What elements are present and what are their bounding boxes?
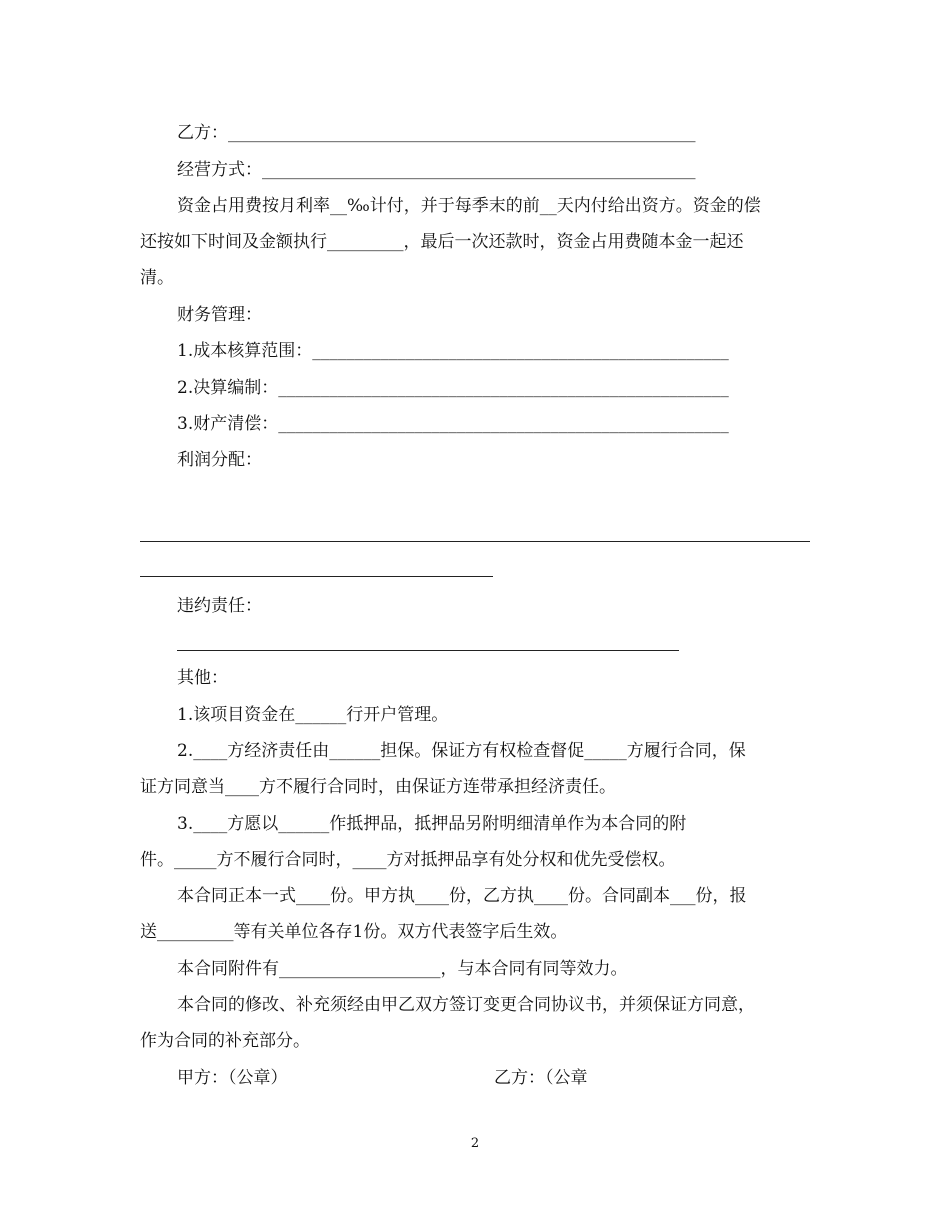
other-item-3-line-1: 3.____方愿以______作抵押品，抵押品另附明细清单作为本合同的附 [177, 814, 687, 834]
amendment-paragraph-line-1: 本合同的修改、补充须经由甲乙双方签订变更合同协议书，并须保证方同意， [177, 995, 755, 1015]
amendment-paragraph-line-2: 作为合同的补充部分。 [140, 1031, 310, 1051]
party-b-signature: 乙方：（公章 [494, 1068, 588, 1088]
copies-paragraph-line-2: 送_________等有关单位各存1份。双方代表签字后生效。 [140, 922, 568, 942]
finance-management-heading: 财务管理： [177, 305, 262, 325]
final-accounts-line: 2.决算编制：_____________________________________________________ [177, 378, 729, 398]
property-settlement-line: 3.财产清偿：_____________________________________________________ [177, 414, 729, 434]
profit-distribution-heading: 利润分配： [177, 450, 262, 470]
other-item-2-line-1: 2.____方经济责任由______担保。保证方有权检查督促_____方履行合同，保 [177, 741, 746, 761]
breach-liability-blank-rule [177, 650, 679, 651]
other-heading: 其他： [177, 668, 228, 688]
business-mode-line: 经营方式：___________________________________________________ [177, 160, 696, 180]
other-item-1: 1.该项目资金在______行开户管理。 [177, 705, 449, 725]
fund-fee-paragraph-line-1: 资金占用费按月利率__‰计付，并于每季末的前__天内付给出资方。资金的偿 [177, 196, 761, 216]
copies-paragraph-line-1: 本合同正本一式____份。甲方执____份，乙方执____份。合同副本___份，报 [177, 886, 747, 906]
party-b-line: 乙方：_______________________________________________________ [177, 123, 696, 143]
attachments-line: 本合同附件有___________________，与本合同有同等效力。 [177, 959, 628, 979]
party-a-signature: 甲方：（公章） [177, 1068, 288, 1088]
other-item-3-line-2: 件。_____方不履行合同时，____方对抵押品享有处分权和优先受偿权。 [140, 850, 676, 870]
fund-fee-paragraph-line-3: 清。 [140, 268, 174, 288]
cost-accounting-line: 1.成本核算范围：_________________________________________________ [177, 341, 729, 361]
fund-fee-paragraph-line-2: 还按如下时间及金额执行_________，最后一次还款时，资金占用费随本金一起还 [140, 232, 744, 252]
breach-liability-heading: 违约责任： [177, 596, 262, 616]
profit-distribution-blank-rule-2 [140, 576, 493, 577]
other-item-2-line-2: 证方同意当____方不履行合同时，由保证方连带承担经济责任。 [140, 777, 616, 797]
page-number: 2 [470, 1136, 480, 1151]
profit-distribution-blank-rule-1 [140, 541, 810, 542]
